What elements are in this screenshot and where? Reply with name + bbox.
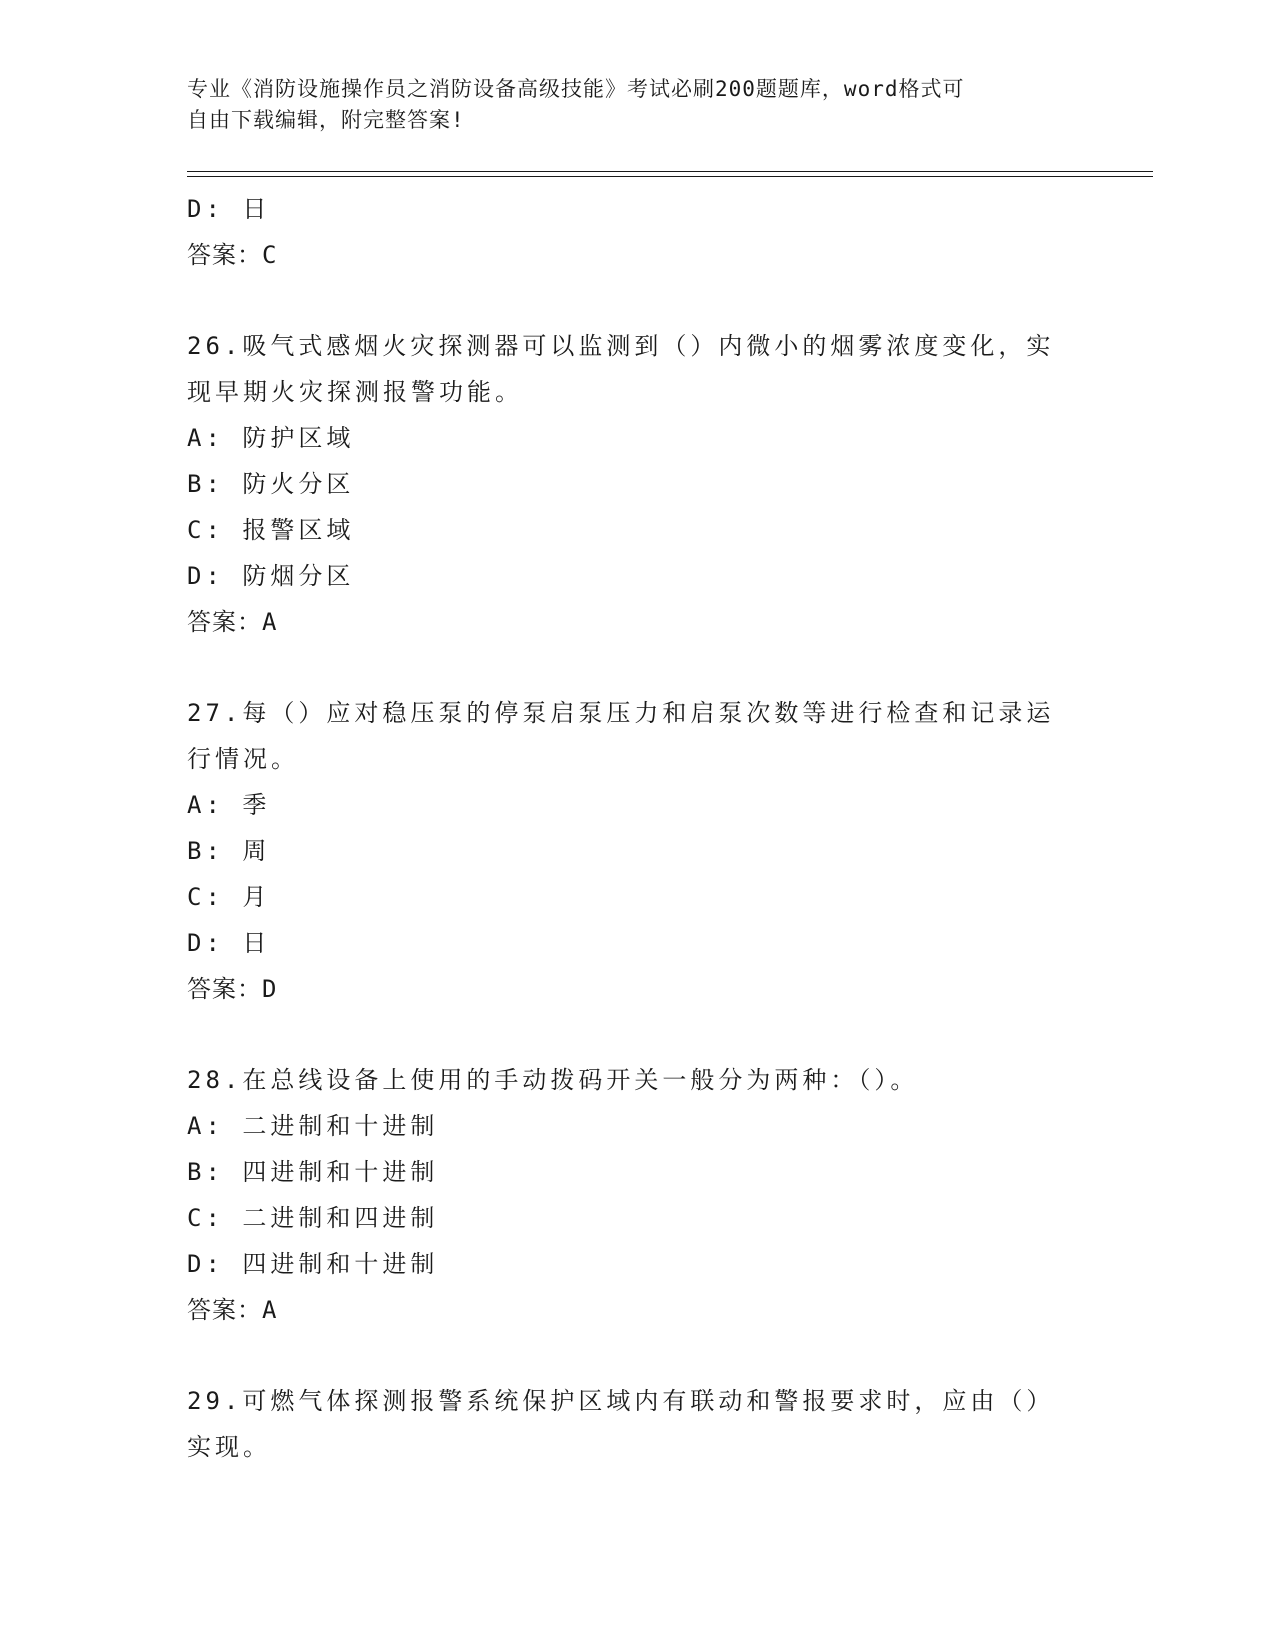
header-rule-bottom xyxy=(187,176,1153,177)
answer-line: 答案：C xyxy=(187,241,278,269)
question-27-option-c: C: 月 xyxy=(187,883,271,911)
option-d: D: 日 xyxy=(187,195,271,223)
header-line-1: 专业《消防设施操作员之消防设备高级技能》考试必刷200题题库，word格式可 xyxy=(187,77,965,101)
question-27-option-b: B: 周 xyxy=(187,837,271,865)
question-27-option-a: A: 季 xyxy=(187,791,271,819)
question-26-answer: 答案：A xyxy=(187,608,278,636)
question-27-text-line-1: 27.每（）应对稳压泵的停泵启泵压力和启泵次数等进行检查和记录运 xyxy=(187,699,1055,727)
question-26-option-c: C: 报警区域 xyxy=(187,516,355,544)
question-28-option-c: C: 二进制和四进制 xyxy=(187,1204,439,1232)
question-29-text-line-1: 29.可燃气体探测报警系统保护区域内有联动和警报要求时，应由（） xyxy=(187,1387,1055,1415)
header-line-2: 自由下载编辑，附完整答案! xyxy=(187,108,465,132)
question-28-answer: 答案：A xyxy=(187,1296,278,1324)
question-27-answer: 答案：D xyxy=(187,975,278,1003)
question-26-option-d: D: 防烟分区 xyxy=(187,562,355,590)
question-28-option-d: D: 四进制和十进制 xyxy=(187,1250,439,1278)
question-28-text-line-1: 28.在总线设备上使用的手动拨码开关一般分为两种：（）。 xyxy=(187,1066,919,1094)
question-26-option-a: A: 防护区域 xyxy=(187,424,355,452)
question-list xyxy=(187,186,1067,1470)
question-27-option-d: D: 日 xyxy=(187,929,271,957)
question-29-text-line-2: 实现。 xyxy=(187,1433,271,1461)
question-26-text-line-1: 26.吸气式感烟火灾探测器可以监测到（）内微小的烟雾浓度变化，实 xyxy=(187,332,1055,360)
question-26-option-b: B: 防火分区 xyxy=(187,470,355,498)
question-26-text-line-2: 现早期火灾探测报警功能。 xyxy=(187,378,523,406)
document-header xyxy=(187,74,1067,136)
question-28-option-a: A: 二进制和十进制 xyxy=(187,1112,439,1140)
header-rule-top xyxy=(187,171,1153,172)
question-28-option-b: B: 四进制和十进制 xyxy=(187,1158,439,1186)
question-27-text-line-2: 行情况。 xyxy=(187,745,299,773)
